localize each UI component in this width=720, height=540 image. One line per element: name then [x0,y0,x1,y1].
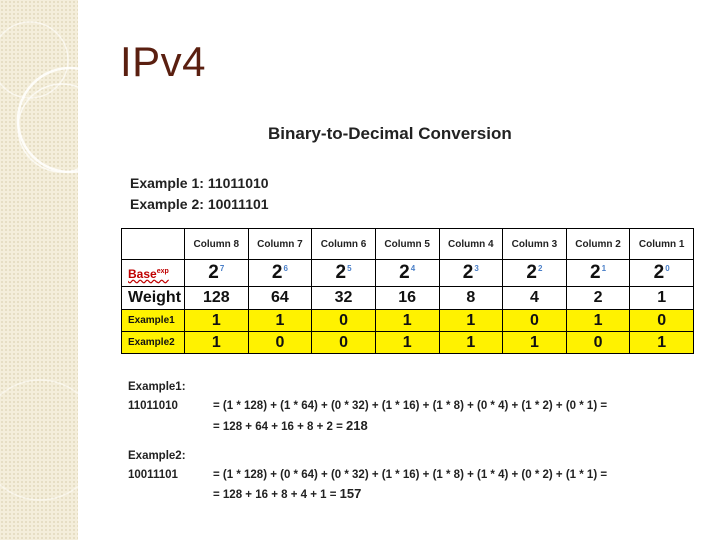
example2-row [122,332,694,354]
bit-cell: 0 [566,332,630,354]
conversion-figure [118,124,698,501]
column-header: Column 6 [312,229,376,260]
weight-row [122,287,694,310]
decorative-sidebar [0,0,78,540]
column-header: Column 4 [439,229,503,260]
bit-cell: 0 [630,310,694,332]
circle-ornaments [0,0,78,540]
column-header: Column 2 [566,229,630,260]
bit-cell: 1 [630,332,694,354]
power-cell: $2^1$ [566,260,630,287]
weight-cell: 128 [185,287,249,310]
weight-cell: 32 [312,287,376,310]
example1-line: Example 1: 11011010 [130,175,269,191]
calc2-result: 157 [339,486,362,501]
weight-cell: 1 [630,287,694,310]
bit-cell: 1 [248,310,312,332]
power-cell: $2^5$ [312,260,376,287]
bit-cell: 0 [248,332,312,354]
weight-label: Weight [122,287,185,310]
calc1-result: 218 [346,418,368,433]
power-cell: $2^0$ [630,260,694,287]
example1-label: Example1 [122,310,185,332]
bit-cell: 1 [503,332,567,354]
example2-label: Example2 [122,332,185,354]
base-row [122,260,694,287]
calc2-heading: Example2: [128,450,186,462]
calc1-binary: 11011010 [128,400,178,412]
column-header: Column 1 [630,229,694,260]
calc2-binary: 10011101 [128,469,178,481]
example1-row [122,310,694,332]
power-cell: $2^3$ [439,260,503,287]
calc1-expansion: = (1 * 128) + (1 * 64) + (0 * 32) + (1 * 16) + (1 * 8) + (0 * 4) + (1 * 2) + (0 * 1) = [213,400,608,412]
slide-title: IPv4 [120,38,207,85]
bit-cell: 1 [185,310,249,332]
example2-line: Example 2: 10011101 [130,196,269,212]
weight-cell: 64 [248,287,312,310]
figure-heading: Binary-to-Decimal Conversion [268,124,512,143]
power-cell: $2^2$ [503,260,567,287]
calc1-sum: = 128 + 64 + 16 + 8 + 2 = 218 [213,418,368,433]
bit-cell: 1 [185,332,249,354]
table-corner-cell [122,229,185,260]
table-header-row [122,229,694,260]
power-cell: $2^6$ [248,260,312,287]
column-header: Column 3 [503,229,567,260]
weight-cell: 4 [503,287,567,310]
bit-cell: 1 [375,310,439,332]
bit-cell: 1 [375,332,439,354]
weight-cell: 8 [439,287,503,310]
weight-cell: 2 [566,287,630,310]
power-cell: $2^7$ [185,260,249,287]
bit-cell: 1 [566,310,630,332]
column-header: Column 5 [375,229,439,260]
bit-cell: 0 [503,310,567,332]
base-label: Base$^{exp}$ [128,267,169,281]
bit-cell: 1 [439,332,503,354]
column-header: Column 8 [185,229,249,260]
bit-cell: 0 [312,332,376,354]
base-row-label [122,260,185,287]
bit-cell: 1 [439,310,503,332]
calc2-sum: = 128 + 16 + 8 + 4 + 1 = 157 [213,486,362,501]
conversion-table [121,228,694,354]
power-cell: $2^4$ [375,260,439,287]
calc2-expansion: = (1 * 128) + (0 * 64) + (0 * 32) + (1 * 16) + (1 * 8) + (1 * 4) + (0 * 2) + (1 * 1) = [213,469,608,481]
calc1-heading: Example1: [128,381,186,393]
bit-cell: 0 [312,310,376,332]
column-header: Column 7 [248,229,312,260]
weight-cell: 16 [375,287,439,310]
